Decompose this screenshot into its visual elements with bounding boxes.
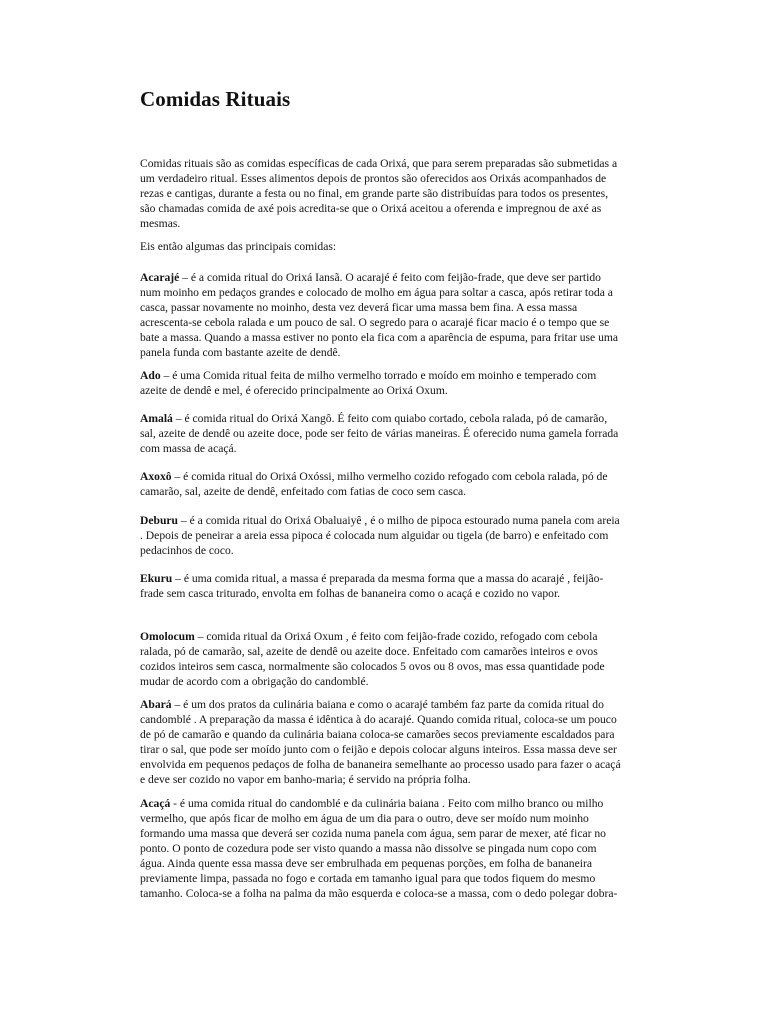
lead-line: Eis então algumas das principais comidas: [140, 240, 337, 253]
intro-line: um verdadeiro ritual. Esses alimentos depois de prontos são oferecidos aos Orixás acompanhados de [140, 172, 607, 185]
intro-line: Comidas rituais são as comidas específicas de cada Orixá, que para serem preparadas são submetidas a [140, 157, 618, 170]
entry-line: candomblé . A preparação da massa é idêntica à do acarajé. Quando comida ritual, coloca-se um pouco [140, 713, 617, 726]
entry-line: - é uma comida ritual do candomblé e da culinária baiana . Feito com milho branco ou milho [170, 797, 604, 810]
entry-term: Omolocum [140, 630, 195, 643]
entry-deburu [140, 513, 636, 558]
entry-line: casca, passar novamente no moinho, desta vez deverá ficar uma massa bem fina. A essa massa [140, 301, 578, 314]
entry-ekuru [140, 571, 636, 601]
entry-line: panela funda com bastante azeite de dendê. [140, 346, 341, 359]
entry-term: Acaçá [140, 797, 171, 810]
entry-line: ralada, pó de camarão, sal, azeite de dendê ou azeite doce. Enfeitado com camarões inteiros e ovos [140, 645, 598, 658]
entry-term: Acarajé [140, 271, 180, 284]
intro-line: são chamadas comida de axé pois acredita-se que o Orixá aceitou a oferenda e impregnou de axé as [140, 202, 602, 215]
entry-line: bate a massa. Quando a massa estiver no ponto ela fica com a aparência de espuma, para fritar use uma [140, 331, 619, 344]
entry-line: – é a comida ritual do Orixá Obaluaiyê , é o milho de pipoca estourado numa panela com areia [178, 514, 620, 527]
entry-line: e deve ser cozido no vapor em banho-maria; é servido na própria folha. [140, 773, 471, 786]
entry-term: Abará [140, 698, 172, 711]
entry-line: – é uma comida ritual, a massa é preparada da mesma forma que a massa do acarajé , feijão- [172, 572, 604, 585]
entry-term: Deburu [140, 514, 179, 527]
entry-acaca [140, 796, 636, 901]
entry-line: tirar o sal, que pode ser moído junto com o feijão e depois colocar alguns inteiros. Essa massa deve ser [140, 743, 617, 756]
entry-line: – é comida ritual do Orixá Xangô. É feito com quiabo cortado, cebola ralada, pó de camarão, [172, 412, 608, 425]
document-title: Comidas Rituais [140, 87, 291, 111]
entry-line: pedacinhos de coco. [140, 544, 234, 557]
entry-line: cozidos inteiros sem casca, normalmente são colocados 5 ovos ou 8 ovos, mas essa quantidade pode [140, 660, 605, 673]
entry-acaraje [140, 270, 636, 360]
entry-line: – comida ritual da Orixá Oxum , é feito com feijão-frade cozido, refogado com cebola [194, 630, 598, 643]
intro-line: mesmas. [140, 217, 181, 230]
entry-line: previamente limpa, passada no fogo e cortada em tamanho igual para que todos fiquem do mesmo [140, 872, 596, 885]
entry-line: num moinho em pedaços grandes e colocado de molho em água para soltar a casca, após retirar toda a [140, 286, 613, 299]
entry-abara [140, 697, 636, 787]
entry-ado [140, 368, 636, 398]
entry-line: água. Ainda quente essa massa deve ser embrulhada em pequenas porções, em folha de bananeira [140, 857, 592, 870]
entry-line: formando uma massa que deverá ser cozida numa panela com água, sem parar de mexer, até ficar no [140, 827, 606, 840]
entry-line: camarão, sal, azeite de dendê, enfeitado com fatias de coco sem casca. [140, 485, 467, 498]
entry-line: com massa de acaçá. [140, 442, 237, 455]
entry-line: tamanho. Coloca-se a folha na palma da mão esquerda e coloca-se a massa, com o dedo polegar dobra- [140, 887, 618, 900]
entry-line: envolvida em pequenos pedaços de folha de bananeira semelhante ao processo usado para fazer o acaçá [140, 758, 621, 771]
entry-term: Amalá [140, 412, 173, 425]
entry-term: Ekuru [140, 572, 173, 585]
entry-line: – é comida ritual do Orixá Oxóssi, milho vermelho cozido refogado com cebola ralada, pó de [171, 470, 608, 483]
entry-line: – é a comida ritual do Orixá Iansã. O acarajé é feito com feijão-frade, que deve ser partido [179, 271, 601, 284]
entry-line: sal, azeite de dendê ou azeite doce, pode ser feito de várias maneiras. É oferecido numa gamela forrada [140, 427, 619, 440]
entry-line: frade sem casca triturado, envolta em folhas de bananeira como o acaçá e cozido no vapor. [140, 587, 561, 600]
intro-line: rezas e cantigas, durante a festa ou no final, em grande parte são distribuídas para todos os presentes, [140, 187, 609, 200]
entry-line: de pó de camarão e quando da culinária baiana coloca-se camarões secos previamente escaldados para [140, 728, 615, 741]
entry-amala [140, 411, 636, 456]
entry-line: acrescenta-se cebola ralada e um pouco de sal. O segredo para o acarajé ficar macio é o tempo que se [140, 316, 610, 329]
entry-line: mudar de acordo com a obrigação do candomblé. [140, 675, 369, 688]
entry-axoxo [140, 469, 636, 499]
entry-line: ponto. O ponto de cozedura pode ser visto quando a massa não dissolve se pingada num copo com [140, 842, 597, 855]
lead-paragraph [140, 239, 636, 254]
entry-line: vermelho, que após ficar de molho em água de um dia para o outro, deve ser moído num moinho [140, 812, 589, 825]
entry-line: – é um dos pratos da culinária baiana e como o acarajé também faz parte da comida ritual do [171, 698, 604, 711]
entry-line: – é uma Comida ritual feita de milho vermelho torrado e moído em moinho e temperado com [160, 369, 597, 382]
entry-omolocum [140, 629, 636, 689]
entry-term: Axoxô [140, 470, 172, 483]
entry-line: azeite de dendê e mel, é oferecido principalmente ao Orixá Oxum. [140, 384, 448, 397]
entry-term: Ado [140, 369, 161, 382]
entry-line: . Depois de peneirar a areia essa pipoca é colocada num alguidar ou tigela (de barro) e enfeitado com [140, 529, 609, 542]
intro-paragraph [140, 156, 636, 231]
